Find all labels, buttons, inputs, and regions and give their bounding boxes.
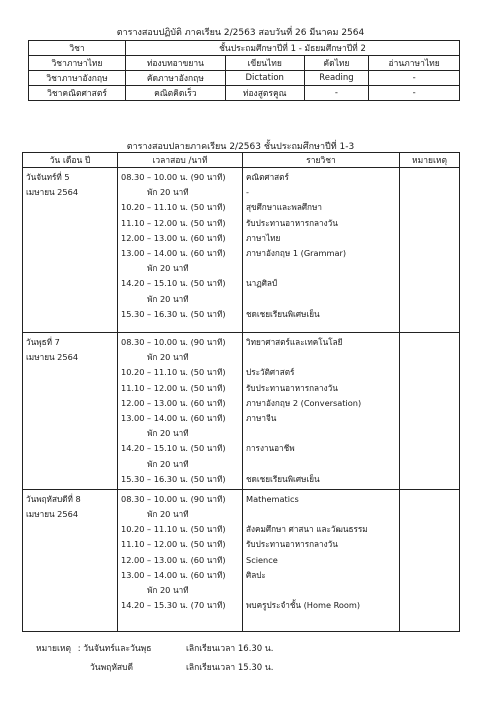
break-time: พัก 20 นาที xyxy=(147,585,189,595)
table-row xyxy=(29,56,460,71)
exam-time: 13.00 – 14.00 น. (60 นาที) xyxy=(121,247,226,258)
final-exam-table xyxy=(22,152,460,632)
day-row xyxy=(23,333,460,490)
table1-cell: Reading xyxy=(304,71,369,86)
exam-subject: ประวัติศาสตร์ xyxy=(246,367,295,378)
exam-subject: รับประทานอาหารกลางวัน xyxy=(246,539,338,550)
table1-cell: คณิตคิดเร็ว xyxy=(126,86,226,101)
exam-time: 08.30 – 10.00 น. (90 นาที) xyxy=(121,172,226,182)
notes-label: หมายเหตุ xyxy=(36,644,71,654)
exam-subject: Science xyxy=(246,554,278,565)
exam-time: 11.10 – 12.00 น. (50 นาที) xyxy=(121,539,226,550)
table1-cell: ท่องบทอาขยาน xyxy=(126,56,226,71)
break-time: พัก 20 นาที xyxy=(147,187,189,198)
remark-cell xyxy=(400,168,460,333)
day-row xyxy=(23,489,460,631)
table1-head-grades: ชั้นประถมศึกษาปีที่ 1 - มัธยมศึกษาปีที่ 2 xyxy=(126,41,460,56)
table2-header-row xyxy=(23,153,460,168)
day-cell xyxy=(23,333,118,490)
table1-header-row xyxy=(29,41,460,56)
table-row xyxy=(29,71,460,86)
table1-cell: - xyxy=(369,86,460,101)
table-row xyxy=(29,86,460,101)
table1-cell: เขียนไทย xyxy=(225,56,304,71)
exam-subject xyxy=(246,426,396,441)
exam-time: 12.00 – 13.00 น. (60 นาที) xyxy=(121,397,226,408)
exam-subject: ภาษาไทย xyxy=(246,232,281,243)
exam-time: 11.10 – 12.00 น. (50 นาที) xyxy=(121,217,226,228)
notes-time-2: เลิกเรียนเวลา 15.30 น. xyxy=(186,663,274,673)
remark-cell xyxy=(400,333,460,490)
day-label: วันพุธที่ 7 xyxy=(26,337,60,347)
day-row xyxy=(23,168,460,333)
notes xyxy=(36,641,274,655)
exam-subject xyxy=(246,350,396,365)
exam-subject: ภาษาจีน xyxy=(246,412,277,423)
table1-cell: - xyxy=(369,71,460,86)
exam-time: 14.20 – 15.10 น. (50 นาที) xyxy=(121,278,226,289)
exam-subject: คณิตศาสตร์ xyxy=(246,172,289,182)
header-time: เวลาสอบ /นาที xyxy=(118,153,243,168)
header-subject: รายวิชา xyxy=(243,153,400,168)
exam-subject: ชดเชยเรียนพิเศษเย็น xyxy=(246,308,320,319)
remark-cell xyxy=(400,489,460,631)
exam-subject: นาฏศิลป์ xyxy=(246,278,278,289)
table1-cell: คัดไทย xyxy=(304,56,369,71)
exam-subject xyxy=(246,292,396,307)
exam-subject: ภาษาอังกฤษ 2 (Conversation) xyxy=(246,397,362,408)
time-cell xyxy=(118,333,243,490)
table1-title: ตารางสอบปฏิบัติ ภาคเรียน 2/2563 สอบวันที่ 26 มีนาคม 2564 xyxy=(116,28,365,38)
exam-subject: รับประทานอาหารกลางวัน xyxy=(246,382,338,393)
time-cell xyxy=(118,168,243,333)
exam-subject: สังคมศึกษา ศาสนา และวัฒนธรรม xyxy=(246,524,368,535)
day-month: เมษายน 2564 xyxy=(26,509,79,520)
exam-subject xyxy=(246,457,396,472)
notes-day-2: วันพฤหัสบดี xyxy=(90,663,134,673)
table1-cell: คัดภาษาอังกฤษ xyxy=(126,71,226,86)
exam-time: 15.30 – 16.30 น. (50 นาที) xyxy=(121,473,226,484)
exam-time: 12.00 – 13.00 น. (60 นาที) xyxy=(121,554,226,565)
exam-subject xyxy=(246,583,396,598)
break-time: พัก 20 นาที xyxy=(147,509,189,520)
exam-time: 15.30 – 16.30 น. (50 นาที) xyxy=(121,308,226,319)
notes-day-1: : วันจันทร์และวันพุธ xyxy=(77,644,152,654)
day-cell xyxy=(23,489,118,631)
header-remark: หมายเหตุ xyxy=(400,153,460,168)
day-month: เมษายน 2564 xyxy=(26,352,79,363)
table1-subject: วิชาคณิตศาสตร์ xyxy=(29,86,126,101)
exam-time: 10.20 – 11.10 น. (50 นาที) xyxy=(121,202,226,213)
table1-cell: ท่องสูตรคูณ xyxy=(225,86,304,101)
exam-subject: การงานอาชีพ xyxy=(246,443,295,454)
table1-subject: วิชาภาษาอังกฤษ xyxy=(29,71,126,86)
break-time: พัก 20 นาที xyxy=(147,428,189,439)
exam-time: 08.30 – 10.00 น. (90 นาที) xyxy=(121,493,226,504)
table1-subject: วิชาภาษาไทย xyxy=(29,56,126,71)
notes-time-1: เลิกเรียนเวลา 16.30 น. xyxy=(186,644,274,654)
subject-cell xyxy=(243,489,400,631)
exam-time: 12.00 – 13.00 น. (60 นาที) xyxy=(121,232,226,243)
header-date: วัน เดือน ปี xyxy=(23,153,118,168)
exam-subject: ศิลปะ xyxy=(246,569,266,580)
day-label: วันจันทร์ที่ 5 xyxy=(26,172,70,182)
table1-cell: อ่านภาษาไทย xyxy=(369,56,460,71)
time-cell xyxy=(118,489,243,631)
day-label: วันพฤหัสบดีที่ 8 xyxy=(26,493,81,504)
notes-line-2 xyxy=(36,660,274,674)
exam-time: 10.20 – 11.10 น. (50 นาที) xyxy=(121,524,226,535)
table1-cell: - xyxy=(304,86,369,101)
break-time: พัก 20 นาที xyxy=(147,293,189,304)
break-time: พัก 20 นาที xyxy=(147,458,189,469)
exam-subject: สุขศึกษาและพลศึกษา xyxy=(246,202,322,213)
exam-time: 08.30 – 10.00 น. (90 นาที) xyxy=(121,337,226,347)
practical-exam-table xyxy=(28,40,460,101)
day-cell xyxy=(23,168,118,333)
exam-time: 14.20 – 15.10 น. (50 นาที) xyxy=(121,443,226,454)
break-time: พัก 20 นาที xyxy=(147,263,189,274)
table2-title: ตารางสอบปลายภาคเรียน 2/2563 ชั้นประถมศึกษาปีที่ 1-3 xyxy=(126,142,355,152)
exam-subject: รับประทานอาหารกลางวัน xyxy=(246,217,338,228)
exam-subject: ชดเชยเรียนพิเศษเย็น xyxy=(246,473,320,484)
exam-subject: Mathematics xyxy=(246,493,299,504)
exam-time: 13.00 – 14.00 น. (60 นาที) xyxy=(121,412,226,423)
exam-time: 13.00 – 14.00 น. (60 นาที) xyxy=(121,569,226,580)
subject-cell xyxy=(243,333,400,490)
table1-head-subject: วิชา xyxy=(29,41,126,56)
exam-subject: พบครูประจำชั้น (Home Room) xyxy=(246,600,361,611)
subject-cell xyxy=(243,168,400,333)
day-month: เมษายน 2564 xyxy=(26,187,79,198)
table1-cell: Dictation xyxy=(225,71,304,86)
exam-time: 10.20 – 11.10 น. (50 นาที) xyxy=(121,367,226,378)
exam-subject xyxy=(246,507,396,522)
exam-subject: - xyxy=(246,187,249,198)
exam-subject: ภาษาอังกฤษ 1 (Grammar) xyxy=(246,247,347,258)
exam-subject xyxy=(246,261,396,276)
break-time: พัก 20 นาที xyxy=(147,352,189,363)
exam-time: 11.10 – 12.00 น. (50 นาที) xyxy=(121,382,226,393)
exam-subject: วิทยาศาสตร์และเทคโนโลยี xyxy=(246,337,343,347)
exam-time: 14.20 – 15.30 น. (70 นาที) xyxy=(121,600,226,611)
